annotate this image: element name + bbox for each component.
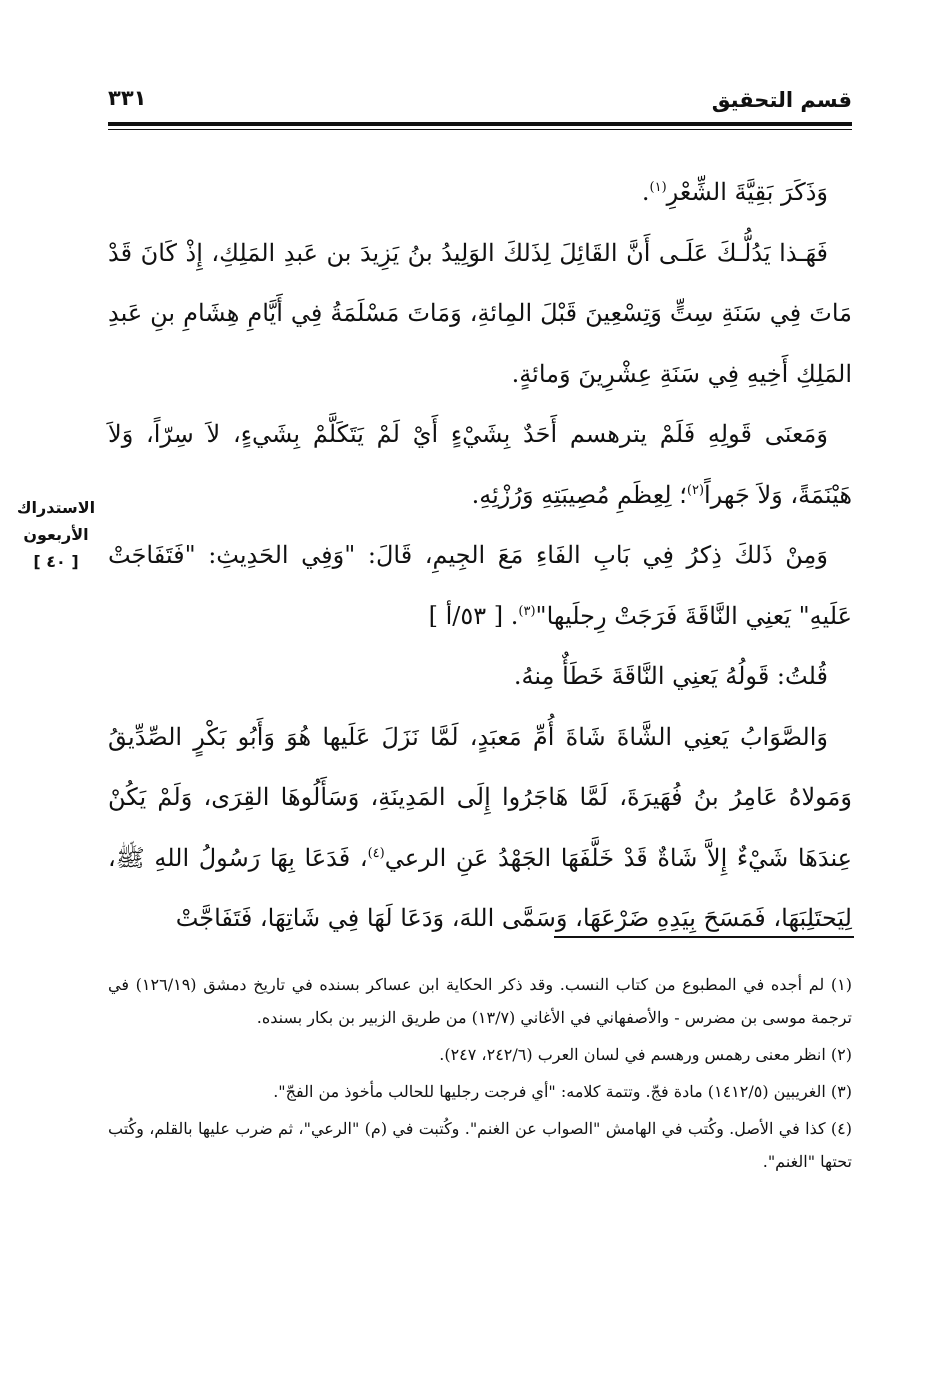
main-text — [108, 162, 852, 949]
footnote-ref-2[interactable]: (٢) — [686, 482, 705, 498]
paragraph-6: وَالصَّوَابُ يَعنِي الشَّاةَ شَاةَ أُمِّ مَعبَدٍ، لَمَّا نَزَلَ عَلَيها هُوَ وَأَبُو بَكْرٍ الصِّدِّيقُ وَمَولاهُ عَامِرُ بنُ فُهَيرَةَ، لَمَّا هَاجَرُوا إِلَى المَدِينَةِ، وَسَأَلُوهَا القِرَى، وَلَمْ يَكُنْ عِندَهَا شَيْءٌ إِلاَّ شَاةٌ قَدْ خَلَّفَهَا الجَهْدُ عَنِ الرعي$^{(٤)}$، فَدَعَا بِهَا رَسُولُ اللهِ ﷺ، لِيَحتَلِبَهَا، فَمَسَحَ بِيَدِهِ ضَرْعَهَا، وَسَمَّى اللهَ، وَدَعَا لَهَا فِي شَاتِهَا، فَتَفَاجَّتْ — [108, 722, 852, 932]
footnote-ref-3[interactable]: (٣) — [518, 603, 536, 619]
paragraph-1: وَذَكَرَ بَقِيَّةَ الشِّعْرِ$^{(١)}$. — [641, 178, 828, 206]
paragraph-5: قُلتُ: قَولُهُ يَعنِي النَّاقَةَ خَطَأٌ مِنهُ. — [513, 662, 828, 690]
header-rule-thick — [108, 122, 852, 126]
footnote-2: (٢) انظر معنى رهمس ورهسم في لسان العرب (٢٤٢/٦، ٢٤٧). — [439, 1045, 852, 1064]
paragraph-2: فَهَـذا يَدُلُّـكَ عَلَـى أَنَّ القَائِلَ لِذَلكَ الوَلِيدُ بنُ يَزِيدَ بن عَبدِ المَلِكِ، إِذْ كَانَ قَدْ مَاتَ فِي سَنَةِ سِتٍّ وَتِسْعِينَ قَبْلَ المِائةِ، وَمَاتَ مَسْلَمَةُ فِي أَيَّامِ هِشَامِ بنِ عَبدِ المَلِكِ أَخِيهِ فِي سَنَةِ عِشْرِينَ وَمائةٍ. — [108, 238, 852, 388]
footnote-ref-4[interactable]: (٤) — [367, 845, 385, 861]
margin-note-number: [ ٤٠ ] — [33, 552, 79, 571]
running-header — [108, 82, 852, 118]
margin-note-line-2: الأربعون — [23, 525, 89, 544]
footnote-separator — [554, 936, 854, 938]
footnote-4: (٤) كذا في الأصل. وكُتب في الهامش "الصواب عن الغنم". وكُتبت في (م) "الرعي"، ثم ضرب عليها بالقلم، وكُتب تحتها "الغنم". — [108, 1119, 852, 1171]
paragraph-4: وَمِنْ ذَلكَ ذِكرُ فِي بَابِ الفَاءِ مَعَ الجِيمِ، قَالَ: "وَفِي الحَدِيثِ: "فَتَفَاجَتْ عَلَيهِ" يَعنِي النَّاقَةَ فَرَجَتْ رِجلَيها"$^{(٣)}$. [ ٥٣/أ ] — [108, 541, 852, 630]
header-rule-thin — [108, 129, 852, 130]
footnote-ref-1[interactable]: (١) — [649, 180, 667, 195]
paragraph-3: وَمَعنَى قَولِهِ فَلَمْ يترهسم أَحَدٌ بِشَيْءٍ أَيْ لَمْ يَتَكَلَّمْ بِشَيءٍ، لاَ سِرّاً، وَلاَ هَيْنَمَةً، وَلاَ جَهراً$^{(٢)}$؛ لِعِظَمِ مُصِيبَتِهِ وَرُزْئِهِ. — [108, 420, 852, 509]
footnote-3: (٣) الغريبين (١٤١٢/٥) مادة فجّ. وتتمة كلامه: "أي فرجت رجليها للحالب مأخوذ من الفجّ". — [273, 1082, 852, 1101]
section-title: قسم التحقيق — [711, 88, 852, 112]
margin-note-line-1: الاستدراك — [16, 498, 96, 517]
footnote-1: (١) لم أجده في المطبوع من كتاب النسب. وقد ذكر الحكاية ابن عساكر بسنده في تاريخ دمشق (١٢٦/١٩) في ترجمة موسى بن مضرس - والأصفهاني في الأغاني (١٣/٧) من طريق الزبير بن بكار بسنده. — [108, 975, 853, 1027]
footnotes — [108, 968, 852, 1182]
margin-note — [8, 494, 104, 575]
page-number: ٣٣١ — [108, 86, 147, 110]
